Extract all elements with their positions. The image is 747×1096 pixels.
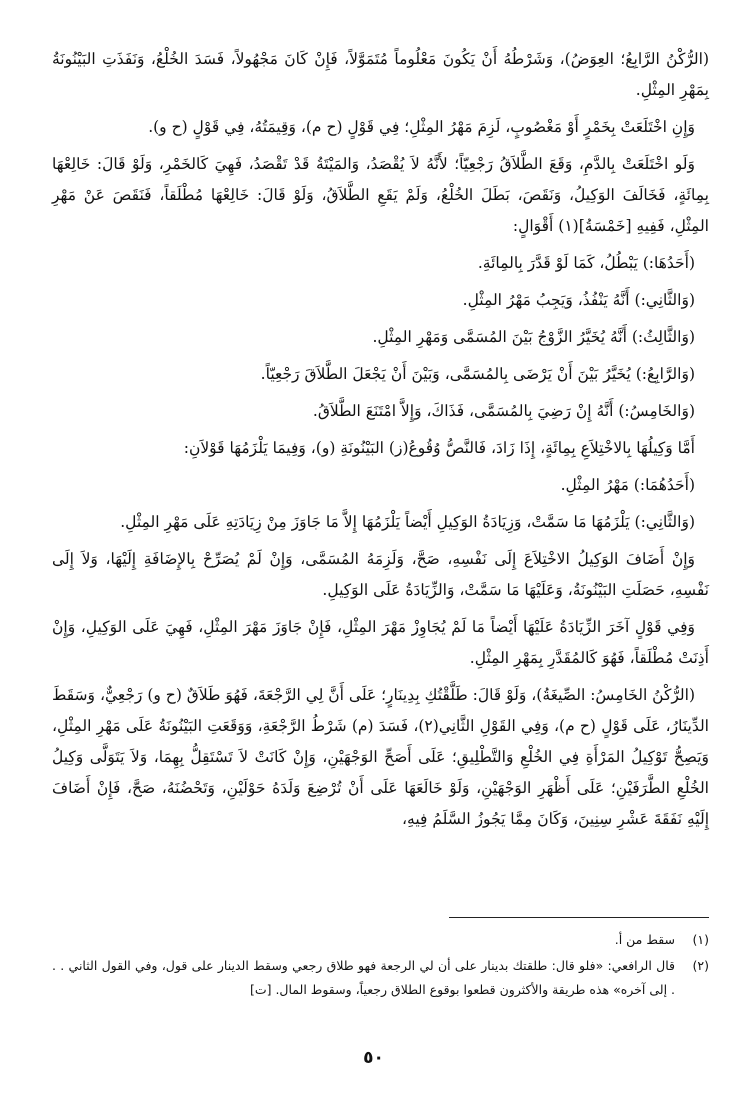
paragraph-wakil: أَمَّا وَكِيلُهَا بِالاخْتِلاَعِ بِمِائَةٍ، إِذَا زَادَ، فَالنَّصُّ وُقُوعُ(ز) البَيْنُونَةِ (و)، وَفِيمَا يَلْزَمُهَا قَوْلاَنِ:	[183, 439, 695, 457]
page-number: ٥٠	[363, 1048, 384, 1068]
paragraph-qawl-1: (أَحَدُهَا:) يَبْطُلُ، كَمَا لَوْ قَدَّرَ بِالمِائَةِ.	[477, 254, 695, 272]
paragraph-qawl-5: (وَالخَامِسُ:) أَنَّهُ إِنْ رَضِيَ بِالمُسَمَّى، فَذَاكَ، وَإِلاَّ امْتَنَعَ الطَّلاَقُ.	[312, 402, 695, 420]
footnote-divider	[449, 917, 709, 918]
paragraph-qawl-3: (وَالثَّالِثُ:) أَنَّهُ يُخَيَّرُ الزَّوْجُ بَيْنَ المُسَمَّى وَمَهْرِ المِثْلِ.	[372, 328, 695, 346]
paragraph-ahaduhuma: (أَحَدُهُمَا:) مَهْرُ المِثْلِ.	[560, 476, 695, 494]
main-text	[52, 44, 709, 841]
paragraph-idafa: وَإِنْ أَضَافَ الوَكِيلُ الاخْتِلاَعَ إِلَى نَفْسِهِ، صَحَّ، وَلَزِمَهُ المُسَمَّى، وَإِنْ لَمْ يُصَرِّحْ بِالإِضَافَةِ إِلَيْهَا، وَلاَ إِلَى نَفْسِهِ، حَصَلَتِ البَيْنُونَةُ، وَعَلَيْهَا مَا سَمَّتْ، وَالزِّيَادَةُ عَلَى الوَكِيلِ.	[52, 550, 709, 599]
paragraph-rukn-khamis: (الرُّكْنُ الخَامِسُ: الصِّيغَةُ)، وَلَوْ قَالَ: طَلَّقْتُكِ بِدِينَارٍ؛ عَلَى أَنَّ لِي الرَّجْعَةَ، فَهُوَ طَلاَقٌ (ح و) رَجْعِيٌّ، وَسَقَطَ الدِّينَارُ، عَلَى قَوْلٍ (ح م)، وَفِي القَوْلِ الثَّانِي(٢)، فَسَدَ (م) شَرْطُ الرَّجْعَةِ، وَوَقَعَتِ البَيْنُونَةُ عَلَى مَهْرِ المِثْلِ، وَيَصِحُّ تَوْكِيلُ المَرْأَةِ فِي الخُلْعِ وَالتَّطْلِيقِ؛ عَلَى أَصَحِّ الوَجْهَيْنِ، وَإِنْ كَانَتْ لاَ تَسْتَقِلُّ بِهِمَا، وَلاَ يَتَوَلَّى وَكِيلُ الخُلْعِ الطَّرَفَيْنِ؛ عَلَى أَظْهَرِ الوَجْهَيْنِ، وَلَوْ خَالَعَهَا عَلَى أَنْ تُرْضِعَ وَلَدَهُ حَوْلَيْنِ، وَتَحْضُنَهُ، صَحَّ، فَإِنْ أَضَافَ إِلَيْهِ نَفَقَةَ عَشْرِ سِنِينَ، وَكَانَ مِمَّا يَجُوزُ السَّلَمُ فِيهِ،	[52, 686, 709, 828]
footnote-1	[52, 928, 709, 952]
footnotes	[52, 928, 709, 1004]
footnote-text: سقط من أ.	[614, 932, 675, 947]
footnote-text: قال الرافعي: «فلو قال: طلقتك بدينار على أن لي الرجعة فهو طلاق رجعي وسقط الدينار على قول، وفي القول الثاني . . . إلى آخره» هذه طريقة والأكثرون قطعوا بوقوع الطلاق رجعياً، وسقوط المال. [ت]	[52, 958, 675, 997]
paragraph-qawl-akhar: وَفِي قَوْلٍ آخَرَ الزِّيَادَةُ عَلَيْهَا أَيْضاً مَا لَمْ يُجَاوِزْ مَهْرَ المِثْلِ، فَإِنْ جَاوَزَ مَهْرَ المِثْلِ، فَهِيَ عَلَى الوَكِيلِ، وَإِنْ أَذِنَتْ مُطْلَقاً، فَهُوَ كَالمُقَدَّرِ بِمَهْرِ المِثْلِ.	[52, 618, 709, 667]
footnote-number: (٢)	[692, 958, 709, 973]
footnote-2	[52, 954, 709, 1002]
paragraph-khamr: وَإِنِ اخْتَلَعَتْ بِخَمْرٍ أَوْ مَغْصُوبٍ، لَزِمَ مَهْرُ المِثْلِ؛ فِي قَوْلٍ (ح م)، وَقِيمَتُهُ، فِي قَوْلٍ (ح و).	[148, 118, 695, 136]
paragraph-dam: وَلَو اخْتَلَعَتْ بِالدَّمِ، وَقَعَ الطَّلاَقُ رَجْعِيّاً؛ لأَنَّهُ لاَ يُقْصَدُ، وَالمَيْتَةُ قَدْ تَقْصَدُ، فَهِيَ كَالخَمْرِ، وَلَوْ قَالَ: خَالِعْهَا بِمِائَةٍ، فَخَالَفَ الوَكِيلُ، وَنَقَصَ، بَطَلَ الخُلْعُ، وَلَمْ يَقَعِ الطَّلاَقُ، وَلَوْ قَالَ: خَالِعْهَا مُطْلَقاً، فَنَقَصَ عَنْ مَهْرِ المِثْلِ، فَفِيهِ [خَمْسَةُ](١) أَقْوَالٍ:	[52, 155, 709, 235]
footnote-number: (١)	[692, 932, 709, 947]
paragraph-qawl-2: (وَالثَّانِي:) أَنَّهُ يَنْفُذُ، وَيَجِبُ مَهْرُ المِثْلِ.	[462, 291, 695, 309]
paragraph-qawl-4: (وَالرَّابِعُ:) يُخَيَّرُ بَيْنَ أَنْ يَرْضَى بِالمُسَمَّى، وَبَيْنَ أَنْ يَجْعَلَ الطَّلاَقَ رَجْعِيّاً.	[260, 365, 695, 383]
paragraph-thani: (وَالثَّانِي:) يَلْزَمُهَا مَا سَمَّتْ، وَزِيَادَةُ الوَكِيلِ أَيْضاً يَلْزَمُهَا إِلاَّ مَا جَاوَزَ مِنْ زِيَادَتِهِ عَلَى مَهْرِ المِثْلِ.	[120, 513, 695, 531]
paragraph-rukn-rabi: (الرُّكْنُ الرَّابِعُ؛ العِوَضُ)، وَشَرْطُهُ أَنْ يَكُونَ مَعْلُوماً مُتَمَوَّلاً، فَإِنْ كَانَ مَجْهُولاً، فَسَدَ الخُلْعُ، وَنَفَذَتِ البَيْنُونَةُ بِمَهْرِ المِثْلِ.	[52, 50, 709, 99]
